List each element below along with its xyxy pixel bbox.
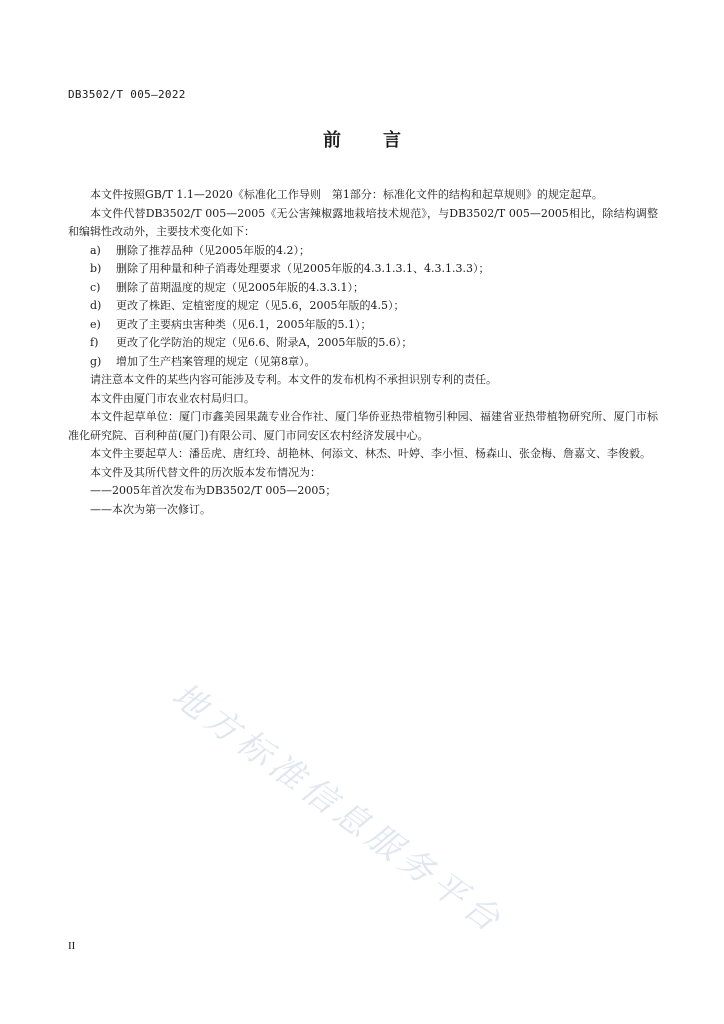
list-item-text: 增加了生产档案管理的规定（见第8章）。	[116, 354, 316, 368]
paragraph-history-first: ——2005年首次发布为DB3502/T 005—2005；	[90, 484, 337, 497]
paragraph-drafting-basis: 本文件按照GB/T 1.1—2020《标准化工作导则 第1部分：标准化文件的结构和起草规则》的规定起草。	[90, 188, 603, 201]
document-code: DB3502/T 005—2022	[68, 88, 186, 101]
list-item-tag: e)	[90, 317, 101, 331]
list-item-tag: f)	[90, 336, 99, 349]
list-item-text: 更改了化学防治的规定（见6.6、附录A，2005年版的5.6）；	[116, 336, 413, 349]
list-item-text: 删除了苗期温度的规定（见2005年版的4.3.3.1）；	[116, 280, 364, 294]
list-item	[68, 316, 658, 335]
paragraph-drafters: 本文件主要起草人：潘岳虎、唐红玲、胡艳林、何添文、林杰、叶婷、李小恒、杨森山、张金梅、詹嘉文、李俊毅。	[90, 447, 651, 460]
paragraph-drafting-units: 本文件起草单位：厦门市鑫美园果蔬专业合作社、厦门华侨亚热带植物引种园、福建省亚热带植物研究所、厦门市标准化研究院、百利种苗(厦门)有限公司、厦门市同安区农村经济发展中心。	[68, 410, 658, 442]
list-item-text: 更改了株距、定植密度的规定（见5.6，2005年版的4.5）；	[116, 299, 405, 312]
paragraph-replacement: 本文件代替DB3502/T 005—2005《无公害辣椒露地栽培技术规范》，与DB3502/T 005—2005相比，除结构调整和编辑性改动外，主要技术变化如下：	[68, 206, 658, 238]
list-item	[68, 334, 658, 353]
paragraph-history-intro: 本文件及其所代替文件的历次版本发布情况为：	[90, 465, 321, 479]
list-item	[68, 353, 658, 372]
list-item	[68, 279, 658, 298]
list-item-text: 更改了主要病虫害种类（见6.1，2005年版的5.1）；	[116, 317, 372, 331]
paragraph-history-revision: ——本次为第一次修订。	[90, 502, 211, 516]
list-item	[68, 297, 658, 316]
list-item	[68, 242, 658, 261]
list-item	[68, 260, 658, 279]
paragraph-patent-notice: 请注意本文件的某些内容可能涉及专利。本文件的发布机构不承担识别专利的责任。	[90, 373, 497, 386]
list-item-tag: d)	[90, 299, 102, 312]
list-item-tag: g)	[90, 354, 102, 368]
page-number: II	[68, 940, 76, 952]
list-item-tag: a)	[90, 243, 101, 257]
list-item-tag: b)	[90, 262, 102, 275]
list-item-text: 删除了推荐品种（见2005年版的4.2）；	[116, 243, 310, 257]
foreword-body	[68, 186, 658, 519]
list-item-tag: c)	[90, 280, 101, 294]
watermark: 地方标准信息服务平台	[164, 675, 512, 943]
page-title: 前言	[323, 130, 443, 151]
list-item-text: 删除了用种量和种子消毒处理要求（见2005年版的4.3.1.3.1、4.3.1.3.3）；	[116, 262, 490, 275]
paragraph-proposer: 本文件由厦门市农业农村局归口。	[90, 391, 255, 405]
